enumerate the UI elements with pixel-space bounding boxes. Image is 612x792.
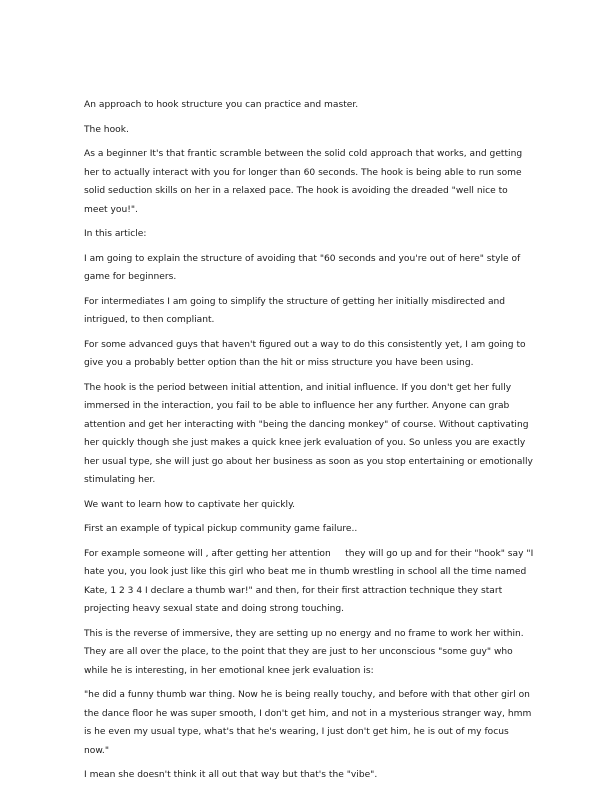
paragraph-intermediates-plan: For intermediates I am going to simplify the structure of getting her initially misdirected and intrigued, to then compliant. [84,296,506,325]
paragraph-heading-hook: The hook. [84,124,129,135]
paragraph-failure-intro: First an example of typical pickup community game failure.. [84,524,358,534]
paragraph-captivate: We want to learn how to captivate her quickly. [84,499,296,510]
paragraph-hook-definition: The hook is the period between initial attention, and initial influence. If you don't get her fully immersed in the interaction, you fail to be able to influence her any further. Anyone can grab attention and get her interacting with "being the dancing monkey" of course. Without captivating her quickly though she just makes a quick knee jerk evaluation of you. So unless you are exactly her usual type, she will just go about her business as soon as you stop entertaining or emotionally stimulating her. [84,382,533,485]
paragraph-beginner: As a beginner It's that frantic scramble between the solid cold approach that works, and getting her to actually interact with you for longer than 60 seconds. The hook is being able to run some solid seduction skills on her in a relaxed pace. The hook is avoiding the dreaded "well nice to meet you!". [84,149,523,215]
paragraph-vibe: I mean she doesn't think it all out that way but that's the "vibe". [84,770,378,780]
paragraph-in-this-article: In this article: [84,229,147,239]
paragraph-reverse-immersive: This is the reverse of immersive, they are setting up no energy and no frame to work her within. They are all over the place, to the point that they are just to her unconscious "some guy" who while he is interesting, in her emotional knee jerk evaluation is: [84,628,524,676]
paragraph-failure-example: For example someone will , after getting her attention they will go up and for their "hook" say "I hate you, you look just like this girl who beat me in thumb wrestling in school all the time named Kate, 1 2 3 4 I declare a thumb war!" and then, for their first attraction technique they start projecting heavy sexual state and doing strong touching. [84,548,537,614]
paragraph-quote: "he did a funny thumb war thing. Now he is being really touchy, and before with that other girl on the dance floor he was super smooth, I don't get him, and not in a mysterious stranger way, hmm is he even my usual type, what's that he's wearing, I just don't get him, he is out of my focus now." [84,690,532,756]
document-body [84,96,537,791]
paragraph-intro: An approach to hook structure you can practice and master. [84,100,359,110]
paragraph-advanced-plan: For some advanced guys that haven't figured out a way to do this consistently yet, I am going to give you a probably better option than the hit or miss structure you have been using. [84,339,526,368]
paragraph-beginners-plan: I am going to explain the structure of avoiding that "60 seconds and you're out of here" style of game for beginners. [84,253,521,282]
